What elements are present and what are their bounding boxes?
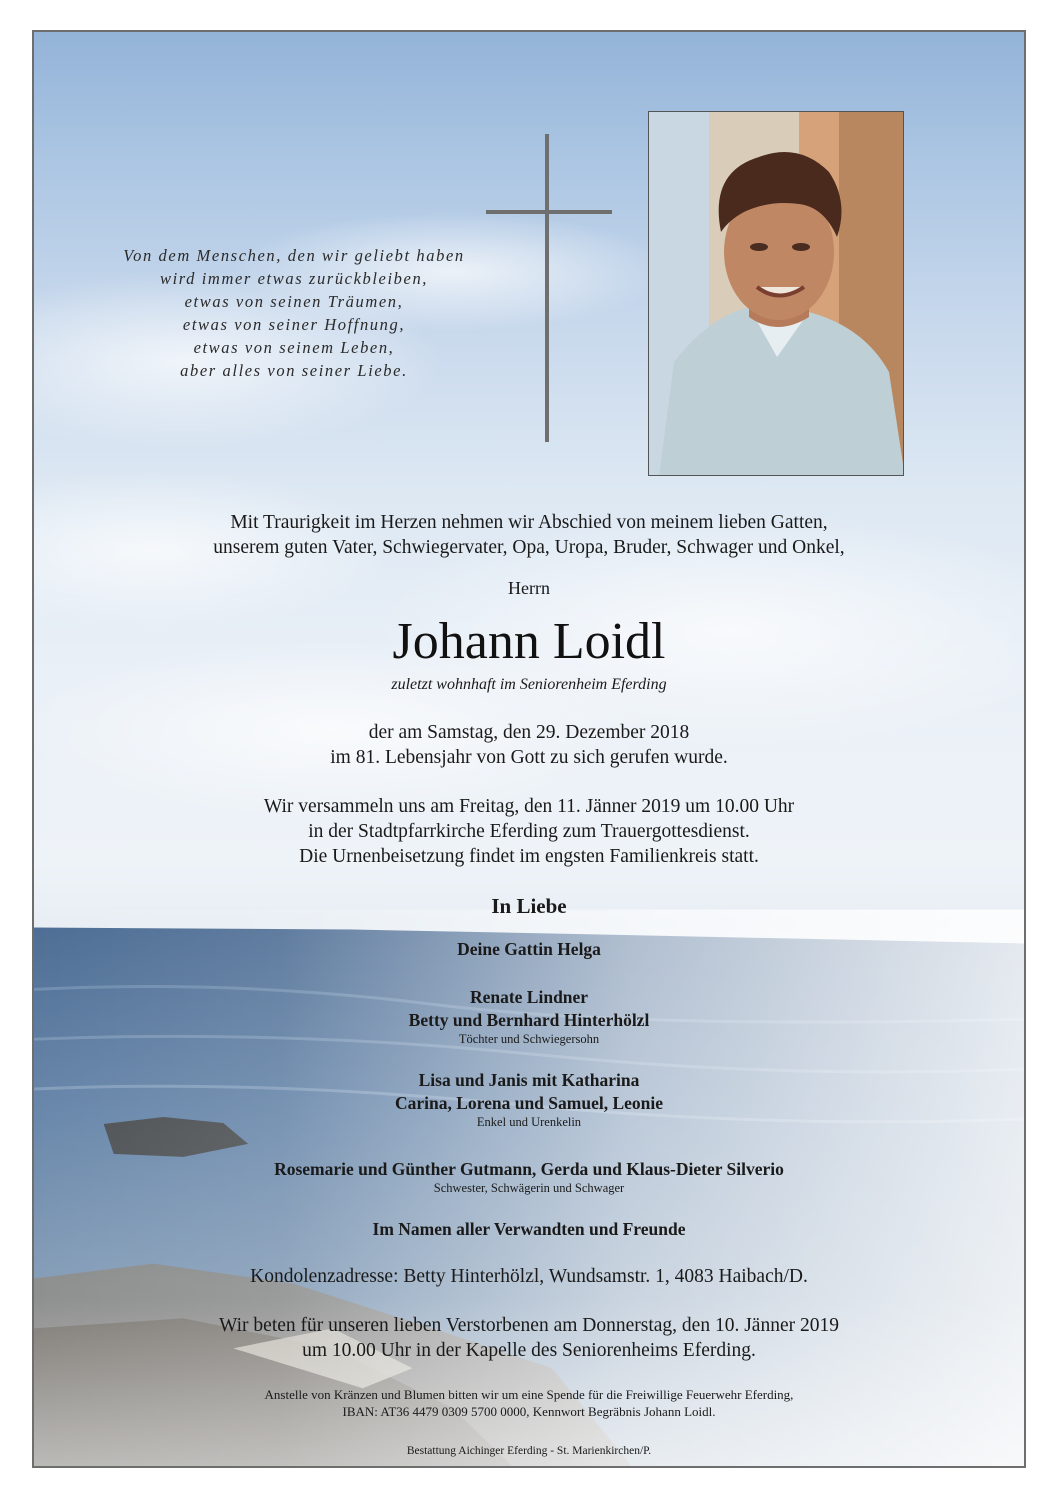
deceased-residence: zuletzt wohnhaft im Seniorenheim Eferding	[391, 676, 667, 693]
donation-notice	[34, 1386, 1024, 1420]
mourner-name: Carina, Lorena und Samuel, Leonie	[394, 1093, 664, 1113]
prayer-line-2: um 10.00 Uhr in der Kapelle des Seniorenheims Eferding.	[302, 1340, 756, 1361]
mourner-name: Rosemarie und Günther Gutmann, Gerda und Klaus-Dieter Silverio	[274, 1159, 784, 1179]
condolence-address: Kondolenzadresse: Betty Hinterhölzl, Wundsamstr. 1, 4083 Haibach/D.	[250, 1266, 808, 1287]
mourner-name: Betty und Bernhard Hinterhölzl	[408, 1010, 650, 1030]
intro-line-1: Mit Traurigkeit im Herzen nehmen wir Abschied von meinem lieben Gatten,	[230, 512, 828, 533]
funeral-line-3: Die Urnenbeisetzung findet im engsten Familienkreis statt.	[299, 846, 759, 867]
funeral-line-2: in der Stadtpfarrkirche Eferding zum Trauergottesdienst.	[308, 821, 750, 842]
poem-line: etwas von seinen Träumen,	[184, 292, 404, 311]
funeral-line-1: Wir versammeln uns am Freitag, den 11. Jänner 2019 um 10.00 Uhr	[263, 796, 795, 817]
mourner-name: Deine Gattin Helga	[457, 939, 601, 959]
mourner-name: Renate Lindner	[469, 987, 589, 1007]
intro-line-2: unserem guten Vater, Schwiegervater, Opa, Uropa, Bruder, Schwager und Onkel,	[213, 537, 845, 558]
mourner-group-others	[34, 1218, 1024, 1241]
farewell-intro	[34, 510, 1024, 560]
prayer-line-1: Wir beten für unseren lieben Verstorbenen am Donnerstag, den 10. Jänner 2019	[219, 1315, 839, 1336]
portrait-illustration	[649, 112, 904, 476]
cross-vertical-bar	[545, 134, 549, 442]
mourner-name: Lisa und Janis mit Katharina	[418, 1070, 640, 1090]
donation-line-1: Anstelle von Kränzen und Blumen bitten wir um eine Spende für die Freiwillige Feuerwehr Eferding,	[264, 1387, 794, 1402]
mourner-group-siblings	[34, 1158, 1024, 1196]
obituary-card	[32, 30, 1026, 1468]
death-line-1: der am Samstag, den 29. Dezember 2018	[368, 722, 690, 743]
memorial-poem	[94, 244, 494, 382]
poem-line: Von dem Menschen, den wir geliebt haben	[123, 246, 465, 265]
mourner-relation: Enkel und Urenkelin	[476, 1115, 582, 1129]
mourner-relation: Schwester, Schwägerin und Schwager	[433, 1181, 625, 1195]
poem-line: etwas von seinem Leben,	[193, 338, 395, 357]
mourner-relation: Töchter und Schwiegersohn	[458, 1032, 600, 1046]
poem-line: aber alles von seiner Liebe.	[180, 361, 408, 380]
poem-line: etwas von seiner Hoffnung,	[182, 315, 406, 334]
death-line-2: im 81. Lebensjahr von Gott zu sich gerufen wurde.	[330, 747, 728, 768]
mourner-group-daughters	[34, 986, 1024, 1047]
donation-line-2: IBAN: AT36 4479 0309 5700 0000, Kennwort Begräbnis Johann Loidl.	[342, 1404, 716, 1419]
funeral-details	[34, 794, 1024, 869]
prayer-notice	[34, 1313, 1024, 1363]
deceased-name: Johann Loidl	[392, 613, 666, 670]
mourner-name: Im Namen aller Verwandten und Freunde	[372, 1219, 686, 1239]
mourner-group-grandchildren	[34, 1069, 1024, 1130]
deceased-portrait-photo	[648, 111, 904, 476]
salutation: Herrn	[508, 578, 550, 598]
death-notice	[34, 720, 1024, 770]
mourners-heading: In Liebe	[491, 894, 567, 918]
funeral-home-footer: Bestattung Aichinger Eferding - St. Marienkirchen/P.	[406, 1445, 652, 1457]
poem-line: wird immer etwas zurückbleiben,	[159, 269, 429, 288]
mourner-group-wife	[34, 938, 1024, 961]
cross-horizontal-bar	[486, 210, 612, 214]
